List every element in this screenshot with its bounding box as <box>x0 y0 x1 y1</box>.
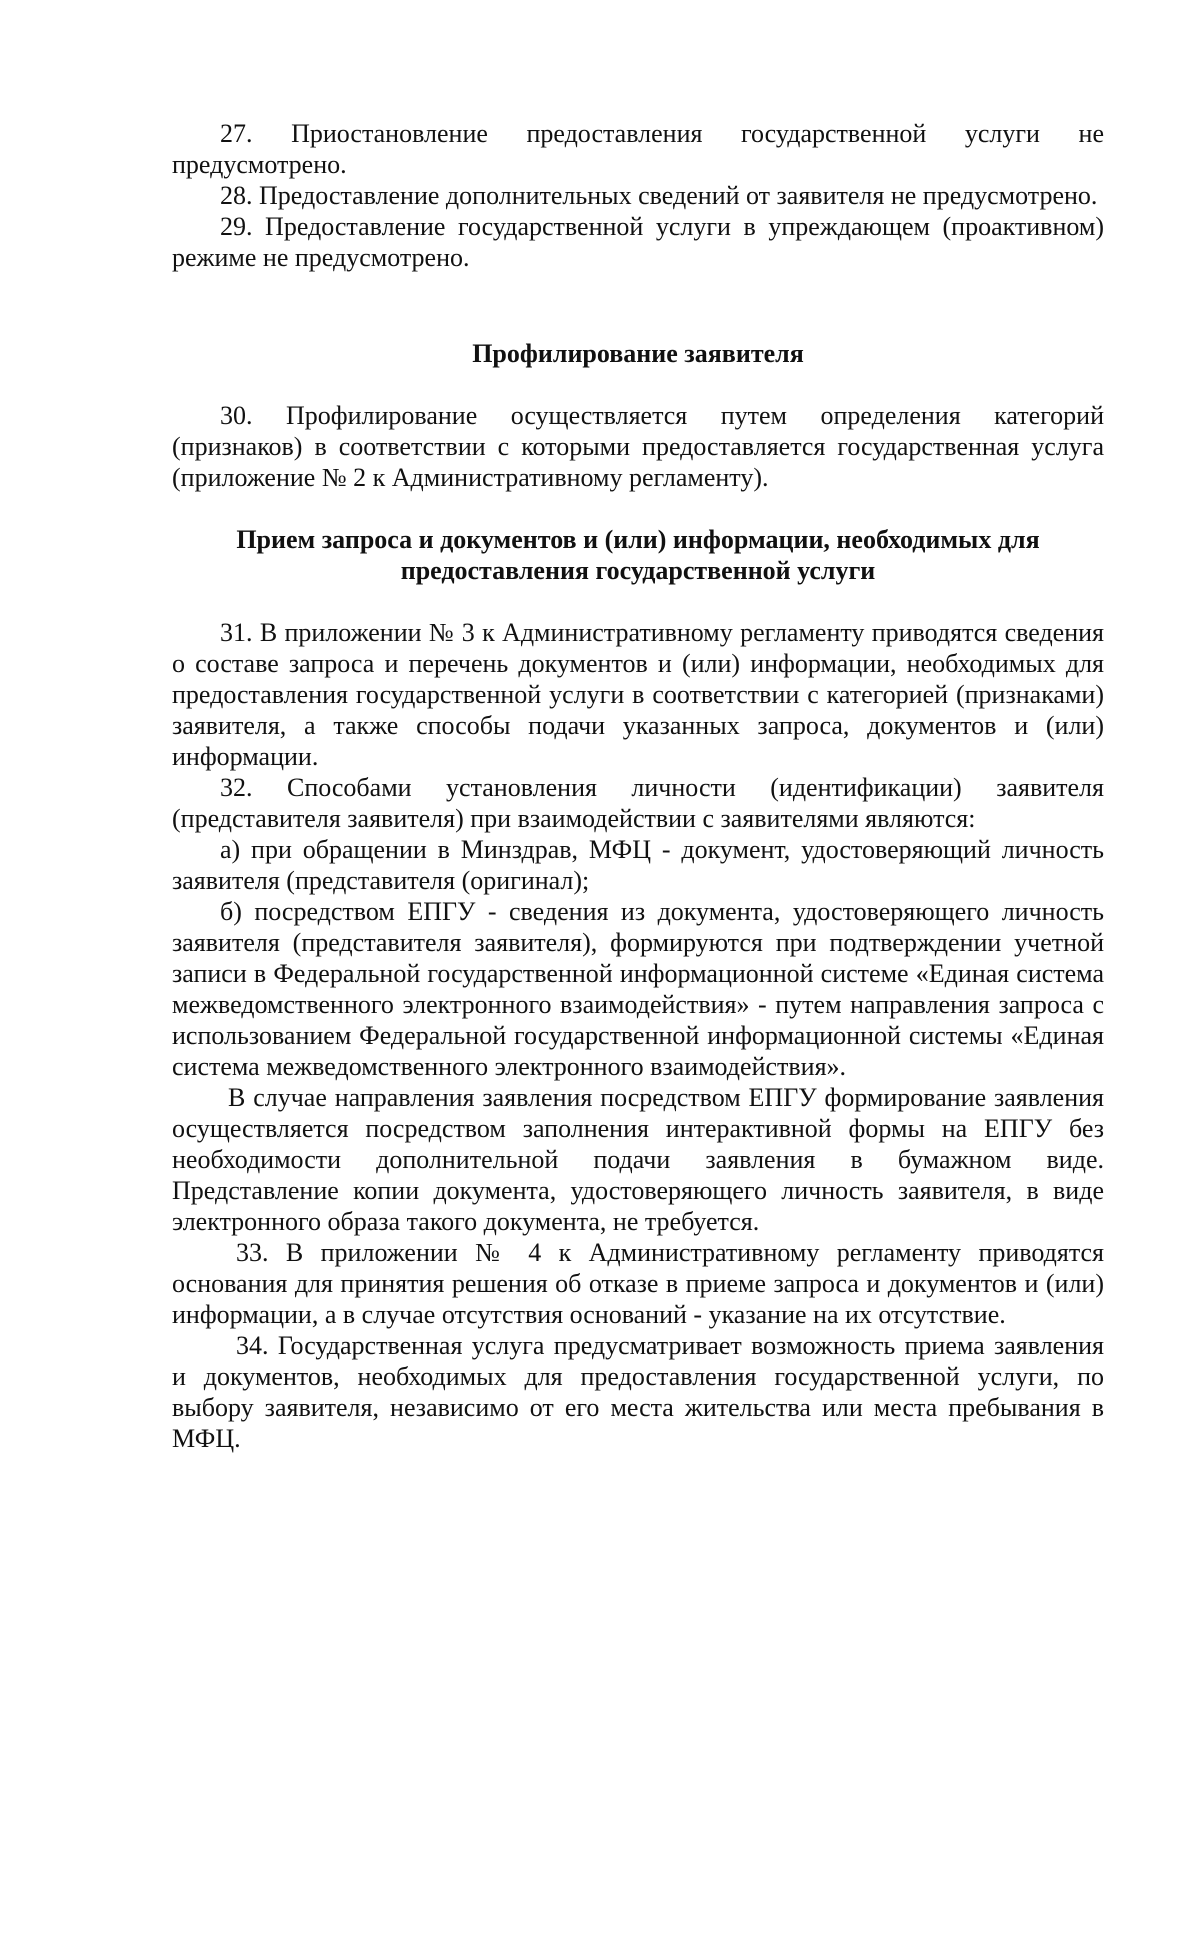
paragraphs-27-29 <box>172 118 1104 273</box>
paragraphs-31-34 <box>172 617 1104 1454</box>
paragraph-epgu-case: В случае направления заявления посредством ЕПГУ формирование заявления осуществляется посредством заполнения интерактивной формы на ЕПГУ без необходимости дополнительной подачи заявления в бумажном виде. Представление копии документа, удостоверяющего личность заявителя, в виде электронного образа такого документа, не требуется. <box>172 1083 1104 1236</box>
paragraph-32-b: б) посредством ЕПГУ - сведения из документа, удостоверяющего личность заявителя (представителя заявителя), формируются при подтверждении учетной записи в Федеральной государственной информационной системе «Единая система межведомственного электронного взаимодействия» - путем направления запроса с использованием Федеральной государственной информационной системы «Единая система межведомственного электронного взаимодействия». <box>172 897 1104 1081</box>
heading-request: Прием запроса и документов и (или) информации, необходимых для предоставления государственной услуги <box>236 525 1040 585</box>
paragraph-30: 30. Профилирование осуществляется путем определения категорий (признаков) в соответствии с которыми предоставляется государственная услуга (приложение № 2 к Административному регламенту). <box>172 401 1104 492</box>
paragraph-28: 28. Предоставление дополнительных сведений от заявителя не предусмотрено. <box>220 181 1098 210</box>
paragraph-31: 31. В приложении № 3 к Административному регламенту приводятся сведения о составе запроса и перечень документов и (или) информации, необходимых для предоставления государственной услуги в соответствии с категорией (признаками) заявителя, а также способы подачи указанных запроса, документов и (или) информации. <box>172 618 1104 771</box>
paragraph-34: 34. Государственная услуга предусматривает возможность приема заявления и документов, необходимых для предоставления государственной услуги, по выбору заявителя, независимо от его места жительства или места пребывания в МФЦ. <box>172 1331 1104 1453</box>
paragraph-33: 33. В приложении № 4 к Административному регламенту приводятся основания для принятия решения об отказе в приеме запроса и документов и (или) информации, а в случае отсутствия оснований - указание на их отсутствие. <box>172 1238 1104 1329</box>
paragraph-30-block <box>172 400 1104 493</box>
paragraph-32-a: а) при обращении в Минздрав, МФЦ - документ, удостоверяющий личность заявителя (представителя (оригинал); <box>172 835 1104 895</box>
paragraph-32: 32. Способами установления личности (идентификации) заявителя (представителя заявителя) при взаимодействии с заявителями являются: <box>172 773 1104 833</box>
paragraph-27: 27. Приостановление предоставления государственной услуги не предусмотрено. <box>172 119 1104 179</box>
heading-profiling: Профилирование заявителя <box>472 339 804 368</box>
paragraph-29: 29. Предоставление государственной услуги в упреждающем (проактивном) режиме не предусмотрено. <box>172 212 1104 272</box>
